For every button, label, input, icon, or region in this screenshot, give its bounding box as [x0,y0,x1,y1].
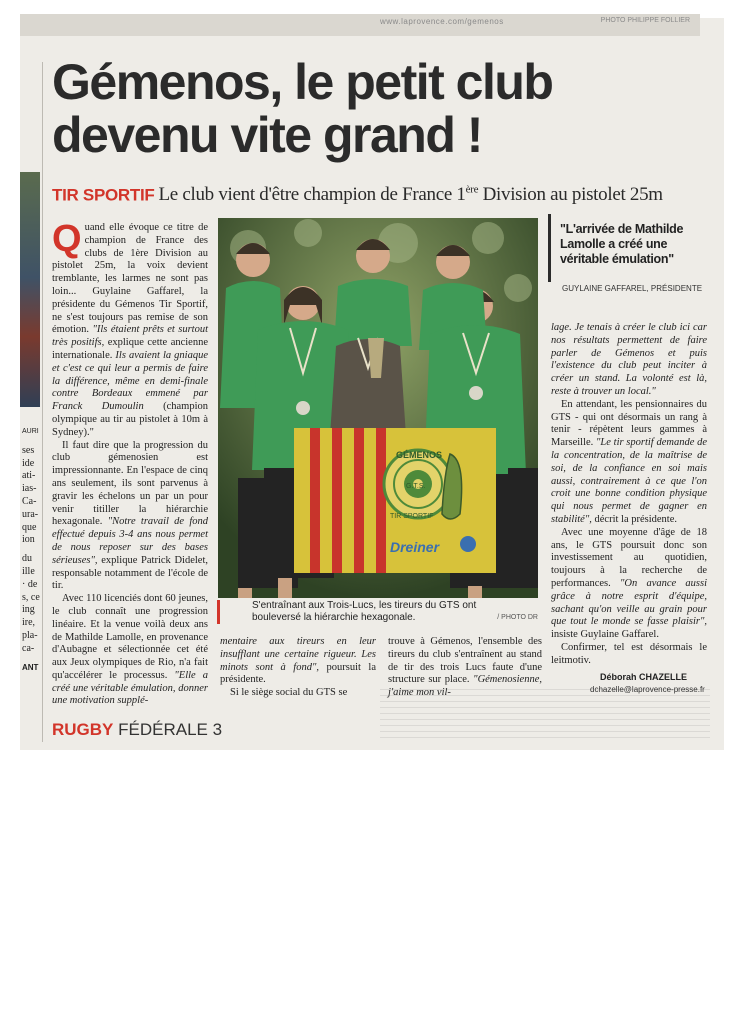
pull-quote-text: "L'arrivée de Mathilde Lamolle a créé une véritable émulation" [560,222,684,266]
header-photo-credit: PHOTO PHILIPPE FOLLIER [600,17,690,24]
club-flag [294,428,496,573]
article-column-1 [52,218,209,708]
paragraph: Confirmer, tel est désormais le leitmotiv. [551,641,707,666]
show-through-text [380,688,710,738]
next-section-title: FÉDÉRALE 3 [118,720,223,739]
team-photo [218,218,538,598]
fragment-line: ire, [22,617,36,629]
next-section-tag: RUGBY [52,720,114,739]
adjacent-article-text [22,426,42,674]
team-photo-illustration [218,218,538,598]
author-email[interactable]: dchazelle@laprovence-presse.fr [590,685,705,694]
paragraph: Avec une moyenne d'âge de 18 ans, le GTS poursuit donc son investissement au quotidien, toujours à la recherche de performances. "On avance aussi grâce à notre esprit d'équipe, sachant qu'on veille au grain pour que tout le monde se fasse plaisir", insiste Guylaine Gaffarel. [551,526,707,641]
next-section-header [52,720,222,740]
fragment-line: que [22,521,37,533]
section-tag: TIR SPORTIF [52,185,155,205]
drop-cap: Q [52,218,82,260]
fragment-line: ing [22,604,35,616]
fragment-line: ura- [22,508,39,520]
fragment-line: ca- [22,642,35,654]
paragraph: lage. Je tenais à créer le club ici car nos résultats permettent de faire parler de Gémenos et puis l'existence du club peut inciter à créer un stand. La volonté est là, reste à trouver un local." [551,322,707,397]
fragment-line: ion [22,534,35,546]
top-strip [20,14,700,36]
flag-text-bottom: TIR SPORTIF [390,513,434,520]
paragraph: Quand elle évoque ce titre de champion de France des clubs de 1ère Division au pistolet 25m, la voix devient tremblante, les larmes ne sont pas loin... Guylaine Gaffarel, la présidente du Gémenos Tir Sportif, ne s'est toujours pas remise de son émotion. "Ils étaient prêts et surtout très positifs, explique cette ancienne internationale. Ils avaient la gniaque et c'est ce qui leur a permis de faire la différence, même en demi-finale contre Bordeaux emmené par Franck Dumoulin (champion olympique au tir au pistolet à 10m à Sydney)." [52,218,209,438]
fragment-line: ati- [22,470,36,482]
fragment-line: du [22,553,32,565]
paragraph: Il faut dire que la progression du club gémenosien est impressionnante. En l'espace de cinq ans seulement, ils sont parvenus à gravir les échelons un par un pour venir titiller la hiérarchie hexagonale. "Notre travail de fond effectué depuis 3-4 ans nous permet de nous reposer sur des bases sérieuses", explique Patrick Didelet, responsable notamment de l'école de tir. [52,439,209,592]
flag-brand: Dreiner [390,539,440,555]
caption-marker [217,600,220,624]
headline: Gémenos, le petit club devenu vite grand ! [52,54,553,163]
fragment-line: s, ce [22,591,40,603]
pull-quote [548,214,708,310]
pull-quote-author: GUYLAINE GAFFAREL, PRÉSIDENTE [562,284,703,293]
flag-text-mid: G.T.S. [406,483,426,490]
fragment-line: · de [22,578,38,590]
fragment-line: ias- [22,483,37,495]
fragment-line: AURI [22,428,39,435]
byline: Déborah CHAZELLE [600,672,688,682]
paragraph: En attendant, les pensionnaires du GTS - qui ont désormais un rang à tenir - répètent leurs gammes à Marseille. "Le tir sportif demande de la concentration, de la maîtrise de soi, de la confiance en soi mais aussi, contrairement à ce que l'on croit une bonne condition physique qui nous permet de gagner en stabilité", décrit la présidente. [551,398,707,525]
fragment-line: pla- [22,629,38,641]
flag-text-top: GÉMENOS [396,450,443,460]
fragment-line: ANT [22,662,39,672]
caption-text: S'entraînant aux Trois-Lucs, les tireurs du GTS ont bouleversé la hiérarchie hexagonale. [252,600,477,623]
paragraph: Si le siège social du GTS se [230,687,348,699]
article-column-4 [551,322,707,668]
header-url: www.laprovence.com/gemenos [380,17,504,26]
article-column-2 [220,636,376,700]
pull-quote-bar [548,214,551,282]
fragment-line: ide [22,457,35,469]
subheadline: Le club vient d'être champion de France 1ère Division au pistolet 25m [158,184,663,206]
adjacent-article-photo [20,172,40,407]
fragment-line: Ca- [22,495,37,507]
photo-caption [218,600,538,624]
paragraph: mentaire aux tireurs en leur insufflant une certaine rigueur. Les minots sont à fond", poursuit la présidente. [220,636,377,686]
column-divider [42,62,43,742]
paragraph: Avec 110 licenciés dont 60 jeunes, le club connaît une progression linéaire. Et la venue voilà deux ans de Mathilde Lamolle, en provenance d'Aubagne et sélectionnée cet été aux Jeux olympiques de Rio, n'a fait qu'accélérer le processus. "Elle a créé une véritable émulation, donner une motivation supplé- [52,593,208,707]
paragraph: trouve à Gémenos, l'ensemble des tireurs du club s'entraînent au stand de tir des trois Lucs faute d'une structure sur place. "Gémenosienne, j'aime mon vil- [388,636,543,699]
fragment-line: ille [22,565,35,577]
fragment-line: ses [22,444,35,456]
kicker [52,184,712,206]
caption-credit: / PHOTO DR [497,614,538,621]
